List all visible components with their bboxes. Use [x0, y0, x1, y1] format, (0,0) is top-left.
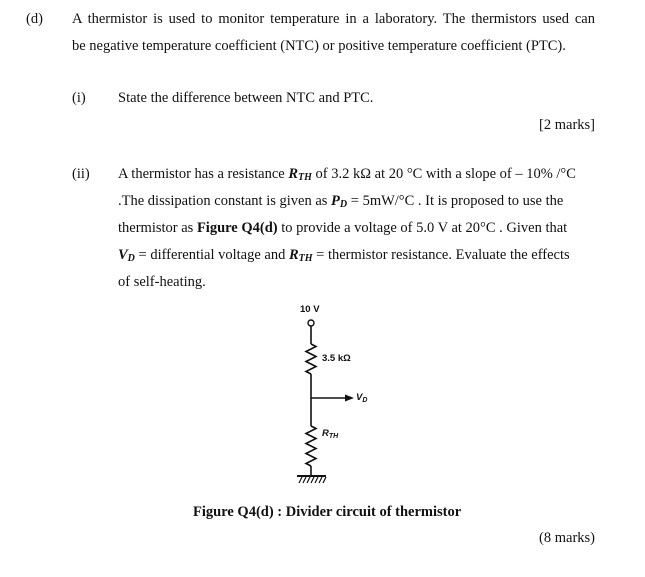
sub-ii-line-1-a: A thermistor has a resistance — [118, 166, 289, 182]
sub-ii-line-2-b: = 5mW/°C . It is proposed to use the — [347, 193, 564, 209]
rth-symbol-2-sub: TH — [298, 253, 313, 264]
supply-voltage-label: 10 V — [300, 304, 320, 315]
sub-i-text: State the difference between NTC and PTC. — [118, 90, 374, 106]
rth-symbol-letter: R — [288, 166, 298, 182]
pd-symbol-sub: D — [339, 199, 348, 210]
thermistor-label — [322, 428, 338, 439]
sub-ii-line-4-b: = thermistor resistance. Evaluate the effects — [312, 247, 570, 263]
thermistor-letter: R — [322, 428, 329, 439]
sub-ii-line-1-b: of 3.2 kΩ at 20 °C with a slope of – 10% /°C — [311, 166, 576, 182]
sub-ii-label: (ii) — [72, 166, 90, 182]
sub-i-marks: [2 marks] — [539, 117, 595, 133]
output-arrow-icon — [345, 395, 354, 402]
thermistor-sub: TH — [328, 433, 339, 440]
resistor-symbol — [306, 344, 316, 374]
thermistor-symbol — [306, 426, 316, 466]
figure-caption: Figure Q4(d) : Divider circuit of thermistor — [193, 504, 462, 520]
intro-line-2: be negative temperature coefficient (NTC) or positive temperature coefficient (PTC). — [72, 38, 566, 54]
output-voltage-sub: D — [362, 397, 368, 404]
sub-ii-line-5: of self-heating. — [118, 274, 206, 290]
rth-symbol-sub: TH — [298, 172, 312, 183]
sub-ii-line-2-a: .The dissipation constant is given as — [118, 193, 332, 209]
intro-line-1: A thermistor is used to monitor temperature in a laboratory. The thermistors used can — [72, 11, 595, 27]
resistor-value-label: 3.5 kΩ — [322, 353, 351, 364]
sub-ii-line-4-a: = differential voltage and — [134, 247, 289, 263]
vd-symbol-letter: V — [118, 247, 128, 263]
pd-symbol-letter: P — [331, 193, 340, 209]
rth-symbol-2-letter: R — [288, 247, 299, 263]
sub-ii-line-3-b: to provide a voltage of 5.0 V at 20°C . Given that — [277, 220, 568, 236]
supply-terminal — [308, 320, 314, 326]
part-label-d: (d) — [26, 11, 43, 27]
sub-ii-line-3-a: thermistor as — [118, 220, 197, 236]
sub-i-label: (i) — [72, 90, 86, 106]
ground-icon — [297, 476, 326, 483]
output-voltage-letter: V — [356, 392, 363, 403]
figure-reference: Figure Q4(d) — [196, 220, 278, 236]
vd-symbol-sub: D — [127, 253, 135, 264]
sub-ii-marks: (8 marks) — [539, 530, 595, 546]
output-voltage-label — [356, 392, 367, 403]
